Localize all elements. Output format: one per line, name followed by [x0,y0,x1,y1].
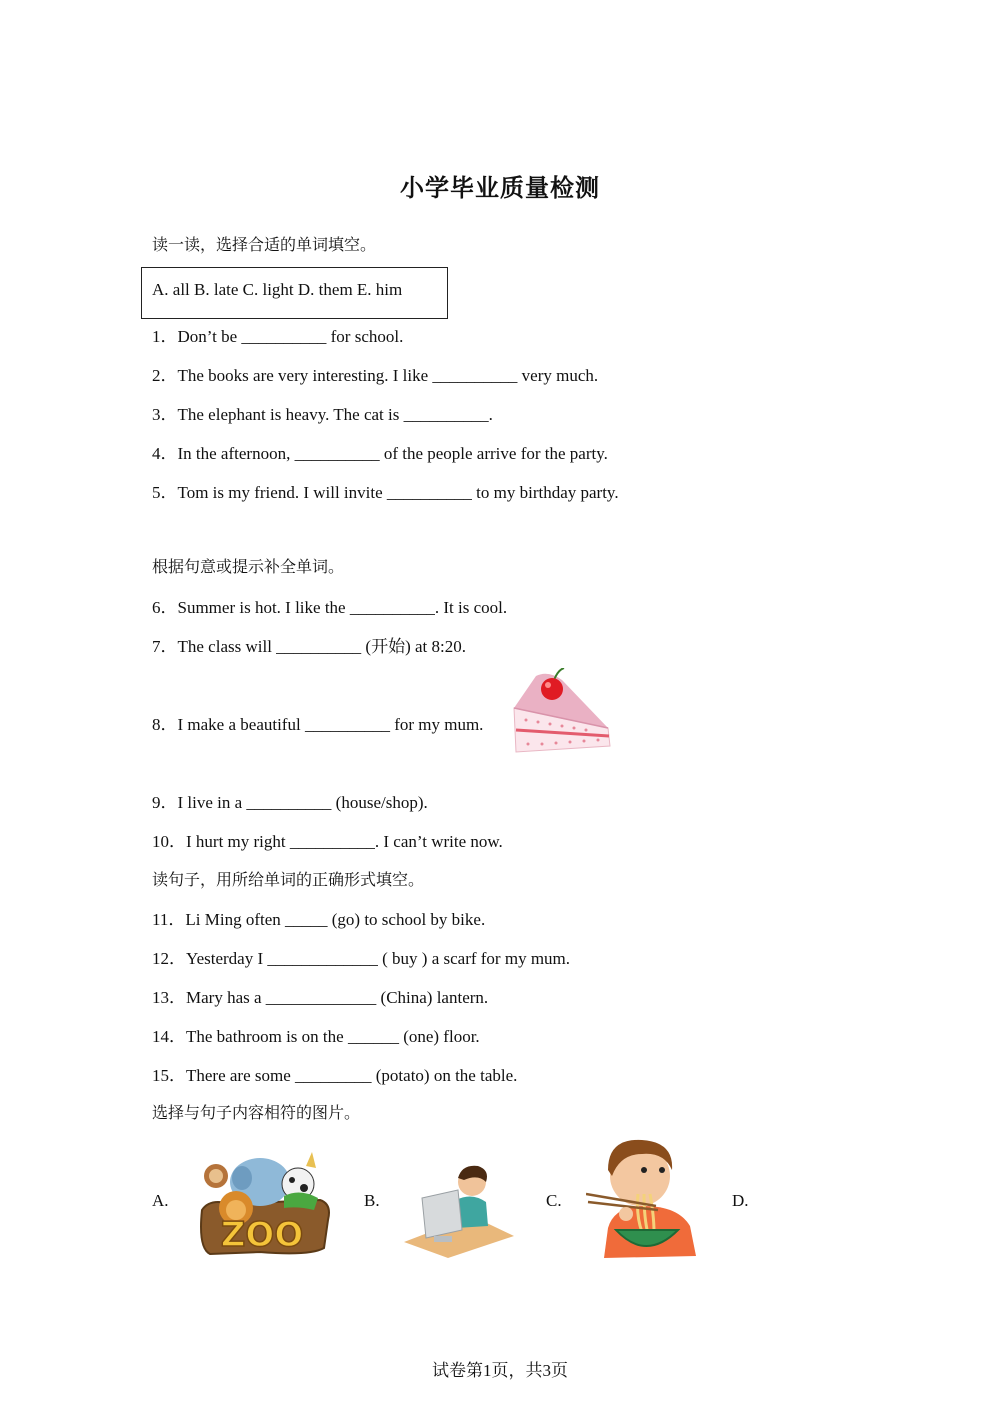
question-14: 14．The bathroom is on the ______ (one) floor. [152,1027,480,1046]
question-8: 8．I make a beautiful __________ for my mum. [152,715,484,734]
question-12: 12．Yesterday I _____________ ( buy ) a scarf for my mum. [152,949,571,968]
question-10: 10．I hurt my right __________. I can’t write now. [152,832,503,851]
question-7: 7．The class will __________ (开始) at 8:20. [152,637,466,656]
question-3: 3．The elephant is heavy. The cat is __________. [152,405,493,424]
section-heading-match-picture: 选择与句子内容相符的图片。 [152,1103,361,1122]
question-9: 9．I live in a __________ (house/shop). [152,793,428,812]
option-d-label: D. [732,1191,749,1210]
page-footer: 试卷第1页，共3页 [432,1361,568,1380]
question-13: 13．Mary has a _____________ (China) lantern. [152,988,489,1007]
question-11: 11．Li Ming often _____ (go) to school by bike. [152,910,486,929]
page-title: 小学毕业质量检测 [400,174,600,202]
cake-slice-icon [508,668,614,756]
option-c-label: C. [546,1191,562,1210]
svg-text:ZOO: ZOO [220,1215,304,1255]
word-bank-text: A. all B. late C. light D. them E. him [152,280,403,299]
section-heading-complete-words: 根据句意或提示补全单词。 [152,557,345,576]
question-1: 1．Don’t be __________ for school. [152,327,404,346]
question-4: 4．In the afternoon, __________ of the people arrive for the party. [152,444,608,463]
section-heading-word-choice: 读一读，选择合适的单词填空。 [152,235,377,254]
option-a-label: A. [152,1191,169,1210]
word-bank-box [141,267,448,319]
boy-at-computer-icon [404,1160,514,1260]
section-heading-correct-form: 读句子，用所给单词的正确形式填空。 [152,870,425,889]
question-15: 15．There are some _________ (potato) on the table. [152,1066,518,1085]
zoo-sign-icon [190,1148,336,1258]
boy-eating-noodles-icon [586,1136,702,1260]
question-2: 2．The books are very interesting. I like __________ very much. [152,366,599,385]
question-6: 6．Summer is hot. I like the __________. It is cool. [152,598,508,617]
question-5: 5．Tom is my friend. I will invite __________ to my birthday party. [152,483,619,502]
option-b-label: B. [364,1191,380,1210]
